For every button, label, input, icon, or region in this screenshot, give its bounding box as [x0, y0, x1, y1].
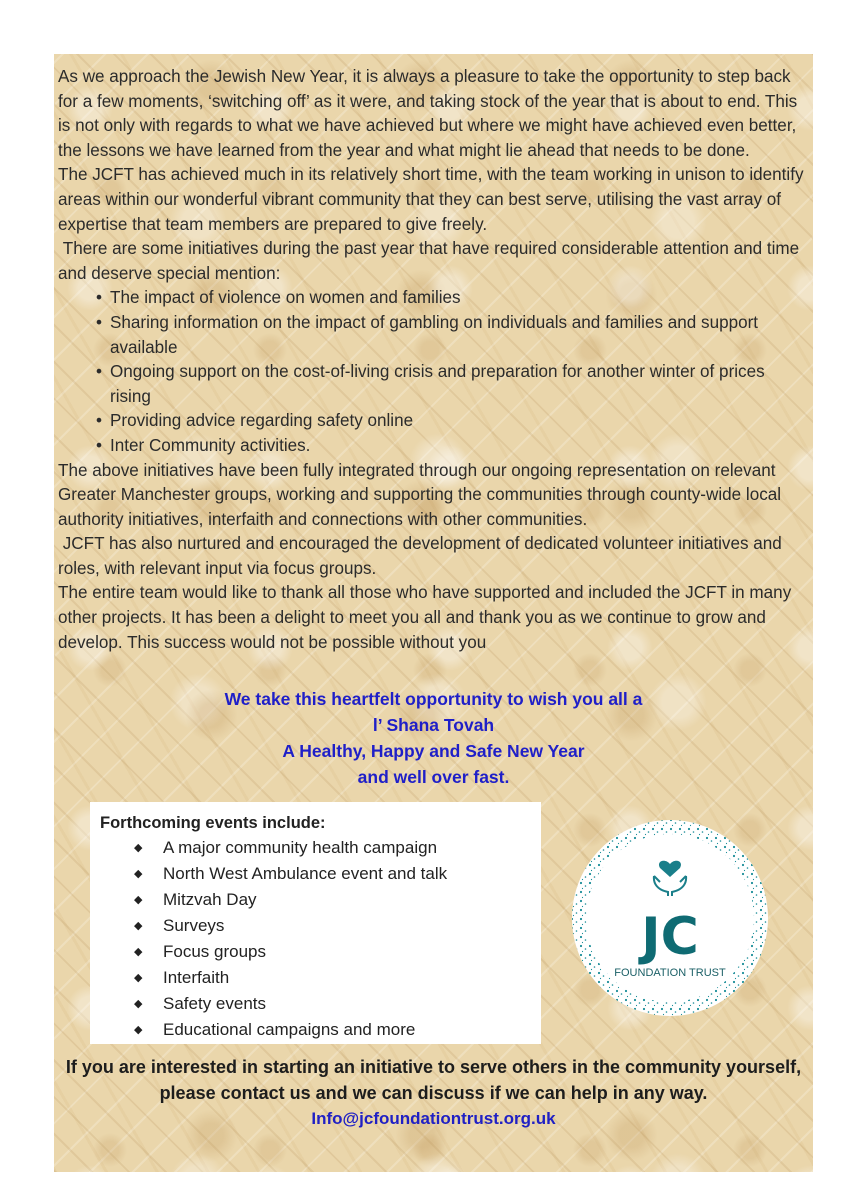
list-item: ◆ Interfaith	[134, 965, 447, 991]
list-item: • Ongoing support on the cost-of-living crisis and preparation for another winter of prices rising	[58, 360, 806, 409]
jc-foundation-trust-logo	[570, 818, 770, 1018]
intro-paragraph-6: The entire team would like to thank all those who have supported and included the JCFT in many other projects. It has been a delight to meet you all and thank you as we continue to grow and develop. This success would not be possible without you	[58, 583, 792, 652]
diamond-bullet-icon: ◆	[134, 842, 143, 854]
initiatives-list	[58, 286, 806, 458]
list-item: ◆ Safety events	[134, 991, 447, 1017]
contact-text: If you are interested in starting an initiative to serve others in the community yourself, please contact us and we can discuss if we can help in any way.	[65, 1057, 802, 1103]
events-title: Forthcoming events include:	[100, 814, 326, 832]
events-list	[134, 835, 447, 1043]
list-item: ◆ Educational campaigns and more	[134, 1017, 447, 1043]
diamond-bullet-icon: ◆	[134, 998, 143, 1010]
intro-paragraph-3: There are some initiatives during the past year that have required considerable attention and time and deserve special mention:	[58, 239, 804, 283]
logo-initials: JC	[641, 907, 699, 967]
bullet-icon: •	[96, 362, 102, 382]
list-item: • The impact of violence on women and families	[58, 286, 806, 311]
diamond-bullet-icon: ◆	[134, 868, 143, 880]
intro-paragraph-1: As we approach the Jewish New Year, it is always a pleasure to take the opportunity to step back for a few moments, ‘switching off’ as it were, and taking stock of the year that is about to end. This is not only with regards to what we have achieved but where we might have achieved even better, the lessons we have learned from the year and what might lie ahead that needs to be done.	[58, 67, 798, 160]
list-item: • Sharing information on the impact of gambling on individuals and families and support available	[58, 311, 806, 360]
contact-section	[54, 1054, 813, 1132]
diamond-bullet-icon: ◆	[134, 1024, 143, 1036]
list-item: ◆ North West Ambulance event and talk	[134, 861, 447, 887]
diamond-bullet-icon: ◆	[134, 894, 143, 906]
contact-email-link[interactable]: Info@jcfoundationtrust.org.uk	[311, 1109, 556, 1128]
list-item: ◆ Focus groups	[134, 939, 447, 965]
list-item: • Inter Community activities.	[58, 434, 806, 459]
diamond-bullet-icon: ◆	[134, 920, 143, 932]
list-item: • Providing advice regarding safety online	[58, 409, 806, 434]
list-item: ◆ Surveys	[134, 913, 447, 939]
events-box	[90, 802, 541, 1044]
greeting-line-3: A Healthy, Happy and Safe New Year	[282, 741, 585, 761]
bullet-icon: •	[96, 411, 102, 431]
list-item: ◆ Mitzvah Day	[134, 887, 447, 913]
intro-paragraph-4: The above initiatives have been fully integrated through our ongoing representation on relevant Greater Manchester groups, working and supporting the communities through county-wide local authority initiatives, interfaith and connections with other communities.	[58, 460, 782, 529]
new-year-greeting	[54, 686, 813, 790]
diamond-bullet-icon: ◆	[134, 972, 143, 984]
greeting-line-4: and well over fast.	[357, 767, 510, 787]
intro-text	[58, 65, 806, 655]
intro-paragraph-2: The JCFT has achieved much in its relatively short time, with the team working in unison to identify areas within our wonderful vibrant community that they can best serve, utilising the vast array of expertise that team members are prepared to give freely.	[58, 165, 804, 234]
greeting-line-1: We take this heartfelt opportunity to wish you all a	[224, 689, 643, 709]
bullet-icon: •	[96, 312, 102, 332]
list-item: ◆ A major community health campaign	[134, 835, 447, 861]
intro-paragraph-5: JCFT has also nurtured and encouraged the development of dedicated volunteer initiatives and roles, with relevant input via focus groups.	[58, 534, 787, 578]
greeting-line-2: l’ Shana Tovah	[372, 715, 495, 735]
bullet-icon: •	[96, 435, 102, 455]
logo-subtitle: FOUNDATION TRUST	[614, 967, 726, 979]
bullet-icon: •	[96, 288, 102, 308]
newsletter-page	[54, 54, 813, 1172]
diamond-bullet-icon: ◆	[134, 946, 143, 958]
